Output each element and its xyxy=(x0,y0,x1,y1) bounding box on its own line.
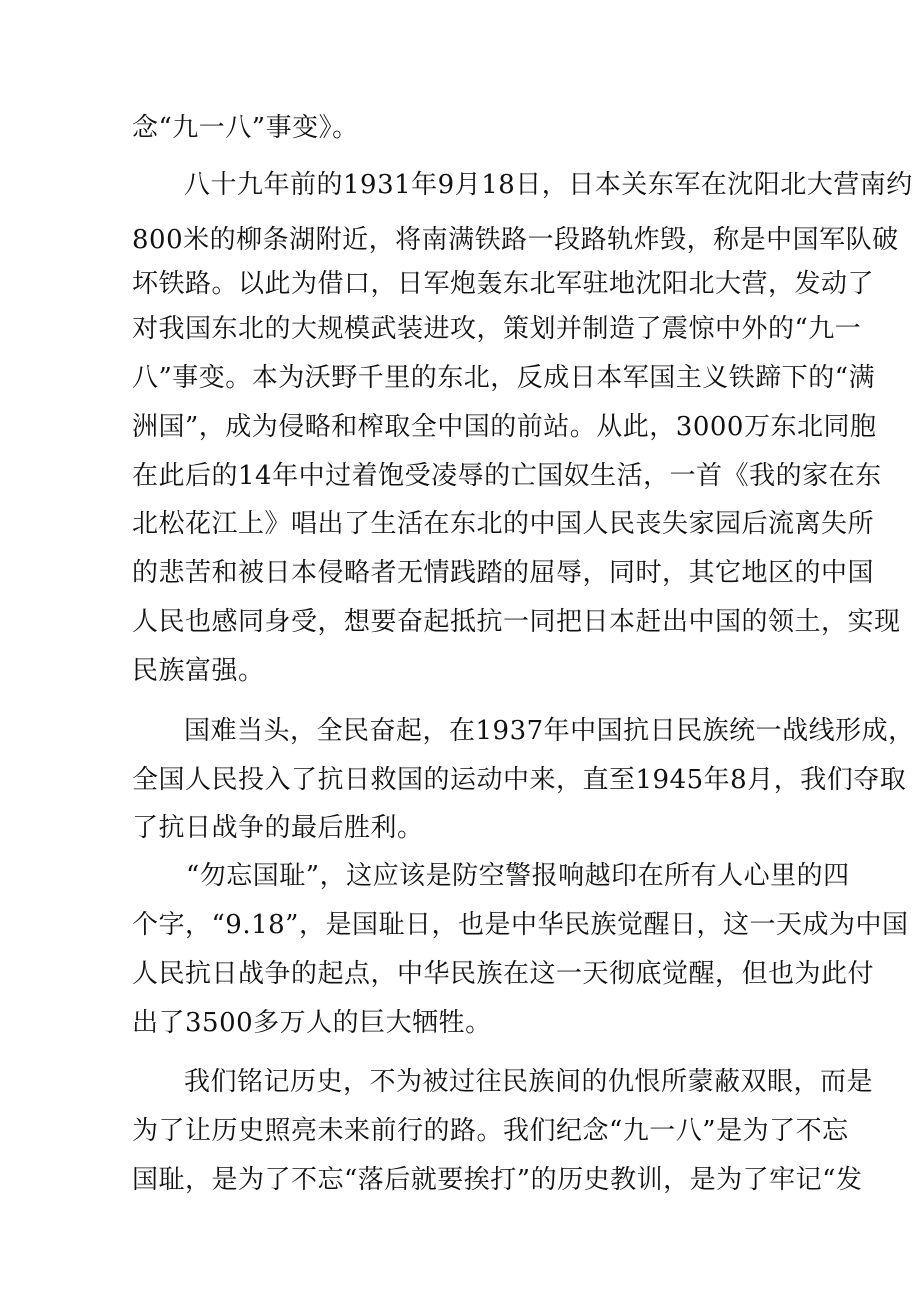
text-line: 在此后的14年中过着饱受凌辱的亡国奴生活，一首《我的家在东 xyxy=(132,461,882,491)
text-line: 800米的柳条湖附近，将南满铁路一段路轨炸毁，称是中国军队破 xyxy=(132,225,899,255)
text-line: 的悲苦和被日本侵略者无情践踏的屈辱，同时，其它地区的中国 xyxy=(132,558,875,588)
text-line: 为了让历史照亮未来前行的路。我们纪念“九一八”是为了不忘 xyxy=(132,1116,849,1146)
text-line: 我们铭记历史，不为被过往民族间的仇恨所蒙蔽双眼，而是 xyxy=(184,1067,874,1097)
text-line: 洲国”，成为侵略和榨取全中国的前站。从此，3000万东北同胞 xyxy=(132,412,877,442)
text-line: 了抗日战争的最后胜利。 xyxy=(132,813,424,843)
text-line: 出了3500多万人的巨大牺牲。 xyxy=(132,1008,492,1038)
text-line: 国耻，是为了不忘“落后就要挨打”的历史教训，是为了牢记“发 xyxy=(132,1165,863,1195)
text-line: 坏铁路。以此为借口，日军炮轰东北军驻地沈阳北大营，发动了 xyxy=(132,269,875,299)
text-line: 北松花江上》唱出了生活在东北的中国人民丧失家园后流离失所 xyxy=(132,509,875,539)
text-line: 民族富强。 xyxy=(132,656,265,686)
text-line: 人民抗日战争的起点，中华民族在这一天彻底觉醒，但也为此付 xyxy=(132,959,875,989)
text-line: 对我国东北的大规模武装进攻，策划并制造了震惊中外的“九一 xyxy=(132,314,862,344)
text-line: 八”事变。本为沃野千里的东北，反成日本军国主义铁蹄下的“满 xyxy=(132,363,876,393)
text-line: 个字，“9.18”，是国耻日，也是中华民族觉醒日，这一天成为中国 xyxy=(132,910,909,940)
text-line: 国难当头，全民奋起，在1937年中国抗日民族统一战线形成， xyxy=(184,716,915,746)
text-line: 念“九一八”事变》。 xyxy=(132,113,359,143)
text-line: 八十九年前的1931年9月18日，日本关东军在沈阳北大营南约 xyxy=(184,170,913,200)
text-line: 全国人民投入了抗日救国的运动中来，直至1945年8月，我们夺取 xyxy=(132,765,907,795)
text-line: “勿忘国耻”，这应该是防空警报响越印在所有人心里的四 xyxy=(186,861,850,891)
text-line: 人民也感同身受，想要奋起抵抗一同把日本赶出中国的领土，实现 xyxy=(132,607,901,637)
